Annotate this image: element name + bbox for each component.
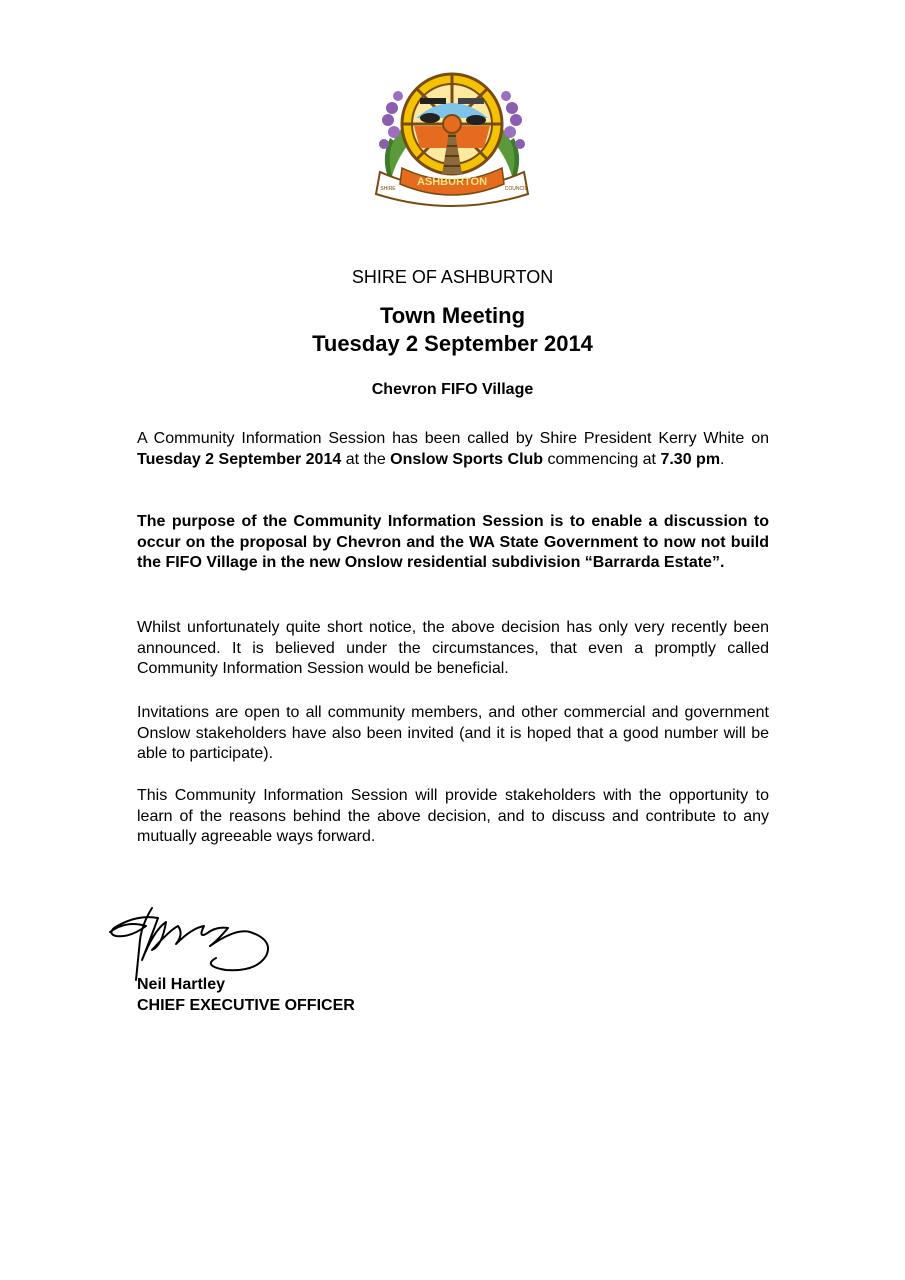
meeting-subject: Chevron FIFO Village xyxy=(371,381,534,398)
p1-text-2: at the xyxy=(341,450,391,468)
p1-date: Tuesday 2 September 2014 xyxy=(137,450,342,468)
p1-text-4: . xyxy=(720,450,725,468)
p1-text-3: commencing at xyxy=(543,450,661,468)
crest-banner-text: ASHBURTON xyxy=(416,176,488,188)
signatory xyxy=(137,974,355,1016)
shire-crest-logo xyxy=(372,68,532,210)
p1-venue: Onslow Sports Club xyxy=(390,450,544,468)
paragraph-purpose: The purpose of the Community Information Session is to enable a discussion to occur on the proposal by Chevron and the WA State Government to now not build the FIFO Village in the new Onslow residential subdivision “Barrarda Estate”. xyxy=(137,513,769,571)
meeting-title-date: Tuesday 2 September 2014 xyxy=(312,331,593,356)
meeting-title xyxy=(0,302,905,358)
meeting-title-line-1: Town Meeting xyxy=(379,303,526,328)
paragraph-invitations: Invitations are open to all community members, and other commercial and government Onslow stakeholders have also been invited (and it is hoped that a good number will be able to participate). xyxy=(137,704,769,762)
paragraph-short-notice: Whilst unfortunately quite short notice, the above decision has only very recently been announced. It is believed under the circumstances, that even a promptly called Community Information Session would be beneficial. xyxy=(137,619,769,677)
signatory-name: Neil Hartley xyxy=(137,976,226,993)
organisation-heading: SHIRE OF ASHBURTON xyxy=(351,267,554,287)
signatory-position: CHIEF EXECUTIVE OFFICER xyxy=(137,997,355,1014)
p1-text-1: A Community Information Session has been called by Shire President Kerry White on xyxy=(137,430,769,447)
paragraph-session-announcement xyxy=(137,429,769,470)
paragraph-outcomes: This Community Information Session will provide stakeholders with the opportunity to learn of the reasons behind the above decision, and to discuss and contribute to any mutually agreeable ways forward. xyxy=(137,787,769,845)
crest-right-tag: COUNCIL xyxy=(504,186,528,192)
p1-time: 7.30 pm xyxy=(660,450,721,468)
crest-left-tag: SHIRE xyxy=(380,186,396,192)
